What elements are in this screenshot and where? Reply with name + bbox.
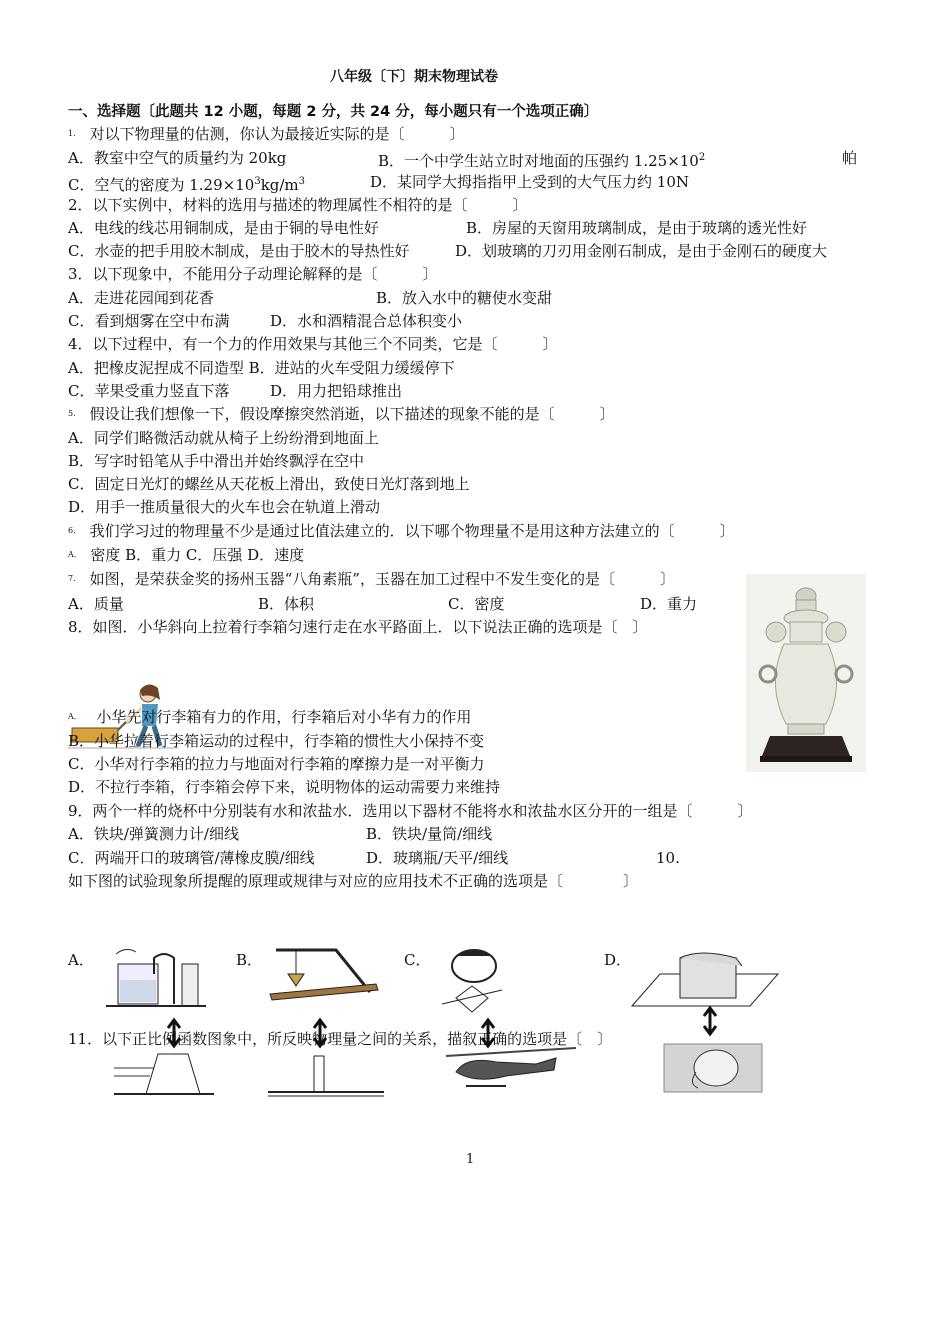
q2-option-b: B．房屋的天窗用玻璃制成，是由于玻璃的透光性好 (466, 219, 808, 237)
q2-option-a: A．电线的线芯用铜制成，是由于铜的导电性好 (68, 219, 379, 237)
q7-option-d: D．重力 (640, 595, 698, 613)
q7-option-a: A．质量 (68, 595, 124, 613)
q8-option-b: B．小华拉着行李箱运动的过程中，行李箱的惯性大小保持不变 (68, 732, 485, 750)
q6-options: $^{A.}$ 密度 B．重力 C．压强 D．速度 (68, 546, 305, 564)
jade-vase-figure (746, 574, 866, 772)
q10-figure-b (266, 944, 386, 1099)
section-heading: 一、选择题〔此题共 12 小题，每题 2 分，共 24 分，每小题只有一个选项正确〕 (68, 104, 599, 120)
page-title: 八年级〔下〕期末物理试卷 (330, 69, 498, 85)
q7-option-b: B．体积 (258, 595, 315, 613)
q1-option-b-unit: 帕 (842, 149, 858, 167)
question-number: 5. (68, 409, 76, 418)
q9-option-a: A．铁块/弹簧测力计/细线 (68, 825, 239, 843)
question-2: 2．以下实例中，材料的选用与描述的物理属性不相符的是〔 〕 (68, 196, 528, 214)
q4-option-c: C．苹果受重力竖直下落 (68, 382, 230, 400)
q2-option-d: D．划玻璃的刀刃用金刚石制成，是由于金刚石的硬度大 (455, 242, 828, 260)
q4-option-d: D．用力把铅球推出 (270, 382, 403, 400)
q7-option-c: C．密度 (448, 595, 505, 613)
question-number: 1. (68, 129, 76, 138)
q1-option-a: A．教室中空气的质量约为 20kg (68, 149, 287, 167)
q5-option-c: C．固定日光灯的螺丝从天花板上滑出，致使日光灯落到地上 (68, 475, 470, 493)
q3-option-a: A．走进花园闻到花香 (68, 289, 214, 307)
question-10: 如下图的试验现象所提醒的原理或规律与对应的应用技术不正确的选项是〔 〕 (68, 872, 639, 890)
q10-figure-a (96, 944, 216, 1099)
question-4: 4．以下过程中，有一个力的作用效果与其他三个不同类，它是〔 〕 (68, 335, 558, 353)
question-stem: 对以下物理量的估测，你认为最接近实际的是〔 〕 (89, 125, 465, 143)
q9-option-c: C．两端开口的玻璃管/薄橡皮膜/细线 (68, 849, 315, 867)
q5-option-a: A．同学们略微活动就从椅子上纷纷滑到地面上 (68, 429, 379, 447)
q1-option-d: D．某同学大拇指指甲上受到的大气压力约 10N (370, 173, 690, 191)
question-7: $^{7.}$ 如图，是荣获金奖的扬州玉器“八角素瓶”，玉器在加工过程中不发生变化的是〔 〕 (68, 570, 675, 588)
question-6: $^{6.}$ 我们学习过的物理量不少是通过比值法建立的．以下哪个物理量不是用这种方法建立的〔 〕 (68, 522, 735, 540)
q3-option-b: B．放入水中的糖使水变甜 (376, 289, 553, 307)
q9-option-d: D．玻璃瓶/天平/细线 (366, 849, 509, 867)
q2-option-c: C．水壶的把手用胶木制成，是由于胶木的导热性好 (68, 242, 410, 260)
page-number: 1 (466, 1152, 475, 1167)
q10-figure-d (630, 944, 780, 1099)
q3-option-c: C．看到烟雾在空中布满 (68, 312, 230, 330)
q1-option-b: B．一个中学生站立时对地面的压强约 $1.25\times 10^2$ (378, 152, 706, 170)
question-5: $^{5.}$ 假设让我们想像一下，假设摩擦突然消逝，以下描述的现象不能的是〔 〕 (68, 405, 615, 423)
q10-label-a: A． (68, 951, 94, 969)
question-3: 3．以下现象中，不能用分子动理论解释的是〔 〕 (68, 265, 438, 283)
q8-option-c: C．小华对行李箱的拉力与地面对行李箱的摩擦力是一对平衡力 (68, 755, 485, 773)
question-8: 8．如图．小华斜向上拉着行李箱匀速行走在水平路面上．以下说法正确的选项是〔 〕 (68, 618, 648, 636)
question-number: 6. (68, 526, 76, 535)
question-1 (68, 124, 465, 144)
q8-option-d: D．不拉行李箱，行李箱会停下来，说明物体的运动需要力来维持 (68, 778, 501, 796)
q9-option-b: B．铁块/量筒/细线 (366, 825, 493, 843)
q3-option-d: D．水和酒精混合总体积变小 (270, 312, 463, 330)
q8-option-a: $^{A.}$ 小华先对行李箱有力的作用，行李箱后对小华有力的作用 (68, 708, 472, 726)
q10-label-d: D． (604, 951, 632, 969)
q10-figure-c (436, 944, 576, 1099)
question-number: 7. (68, 574, 76, 583)
q10-label-b: B． (236, 951, 263, 969)
question-10-number: 10. (656, 849, 680, 867)
q4-option-ab: A．把橡皮泥捏成不同造型 B．进站的火车受阻力缓缓停下 (68, 359, 455, 377)
q5-option-b: B．写字时铅笔从手中滑出并始终飘浮在空中 (68, 452, 365, 470)
q5-option-d: D．用手一推质量很大的火车也会在轨道上滑动 (68, 498, 381, 516)
q10-label-c: C． (404, 951, 431, 969)
question-9: 9．两个一样的烧杯中分别装有水和浓盐水．选用以下器材不能将水和浓盐水区分开的一组是〔 〕 (68, 802, 753, 820)
question-11: 11．以下正比例函数图象中，所反映物理量之间的关系，描叙正确的选项是〔 〕 (68, 1030, 613, 1048)
q1-option-c: C．空气的密度为 $1.29\times 10^3kg/m^3$ (68, 176, 306, 194)
